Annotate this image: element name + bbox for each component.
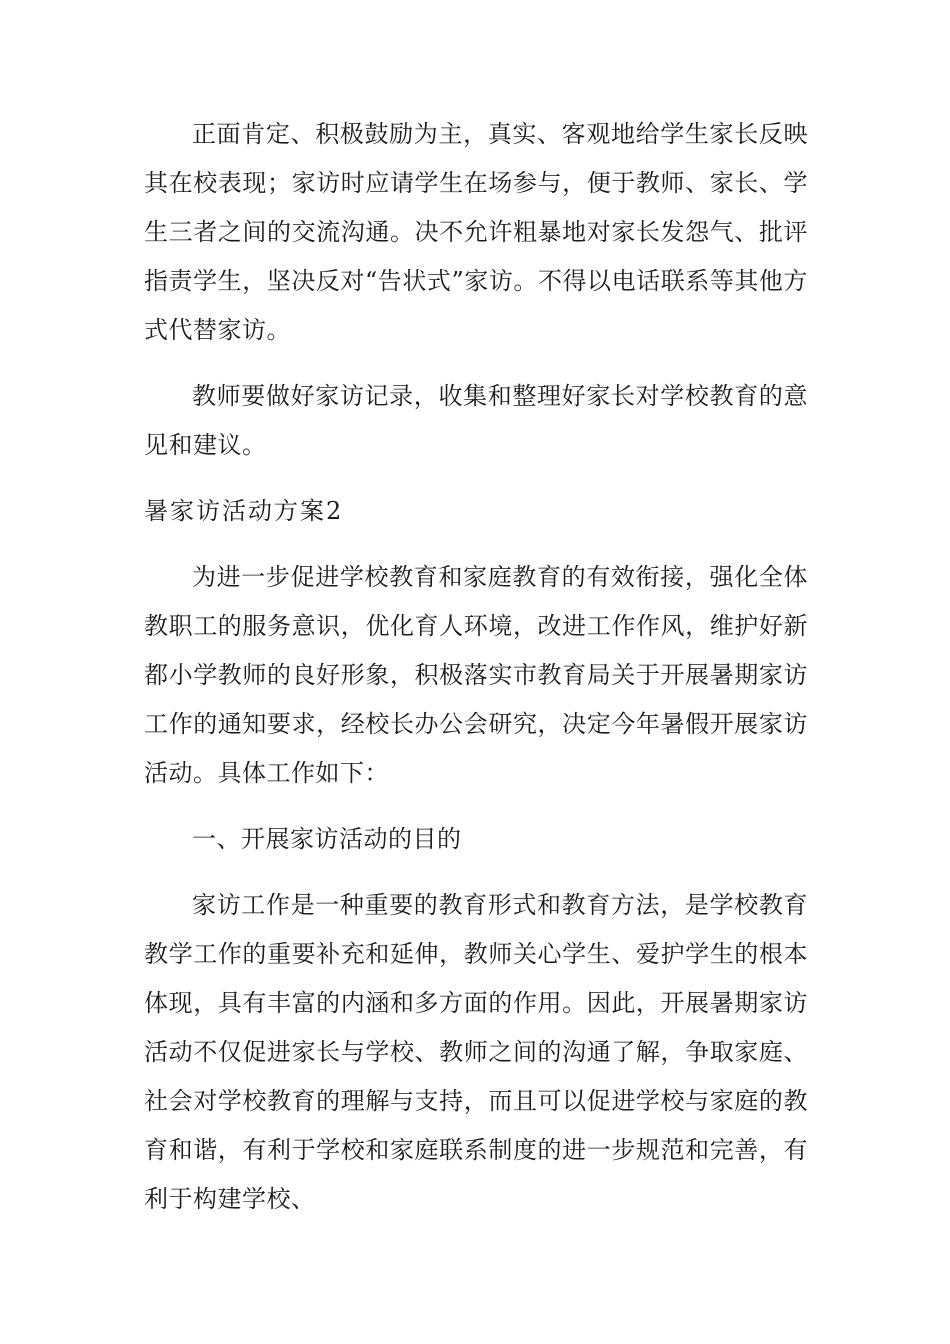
paragraph-visit-records: 教师要做好家访记录，收集和整理好家长对学校教育的意见和建议。 (144, 382, 808, 459)
paragraph-purpose-body: 家访工作是一种重要的教育形式和教育方法，是学校教育教学工作的重要补充和延伸，教师关心学生、爱护学生的根本体现，具有丰富的内涵和多方面的作用。因此，开展暑期家访活动不仅促进家长与学校、教师之间的沟通了解，争取家庭、社会对学校教育的理解与支持，而且可以促进学校与家庭的教育和谐，有利于学校和家庭联系制度的进一步规范和完善，有利于构建学校、 (144, 891, 808, 1213)
document-body (144, 110, 808, 1224)
section-heading-plan-2: 暑家访活动方案2 (144, 497, 344, 525)
paragraph-home-visit-guidelines: 正面肯定、积极鼓励为主，真实、客观地给学生家长反映其在校表现；家访时应请学生在场参与，便于教师、家长、学生三者之间的交流沟通。决不允许粗暴地对家长发怨气、批评指责学生，坚决反对“告状式”家访。不得以电话联系等其他方式代替家访。 (144, 120, 808, 344)
paragraph-plan-intro: 为进一步促进学校教育和家庭教育的有效衔接，强化全体教职工的服务意识，优化育人环境，改进工作作风，维护好新都小学教师的良好形象，积极落实市教育局关于开展暑期家访工作的通知要求，经校长办公会研究，决定今年暑假开展家访活动。具体工作如下： (144, 563, 808, 787)
subheading-purpose: 一、开展家访活动的目的 (192, 825, 462, 853)
